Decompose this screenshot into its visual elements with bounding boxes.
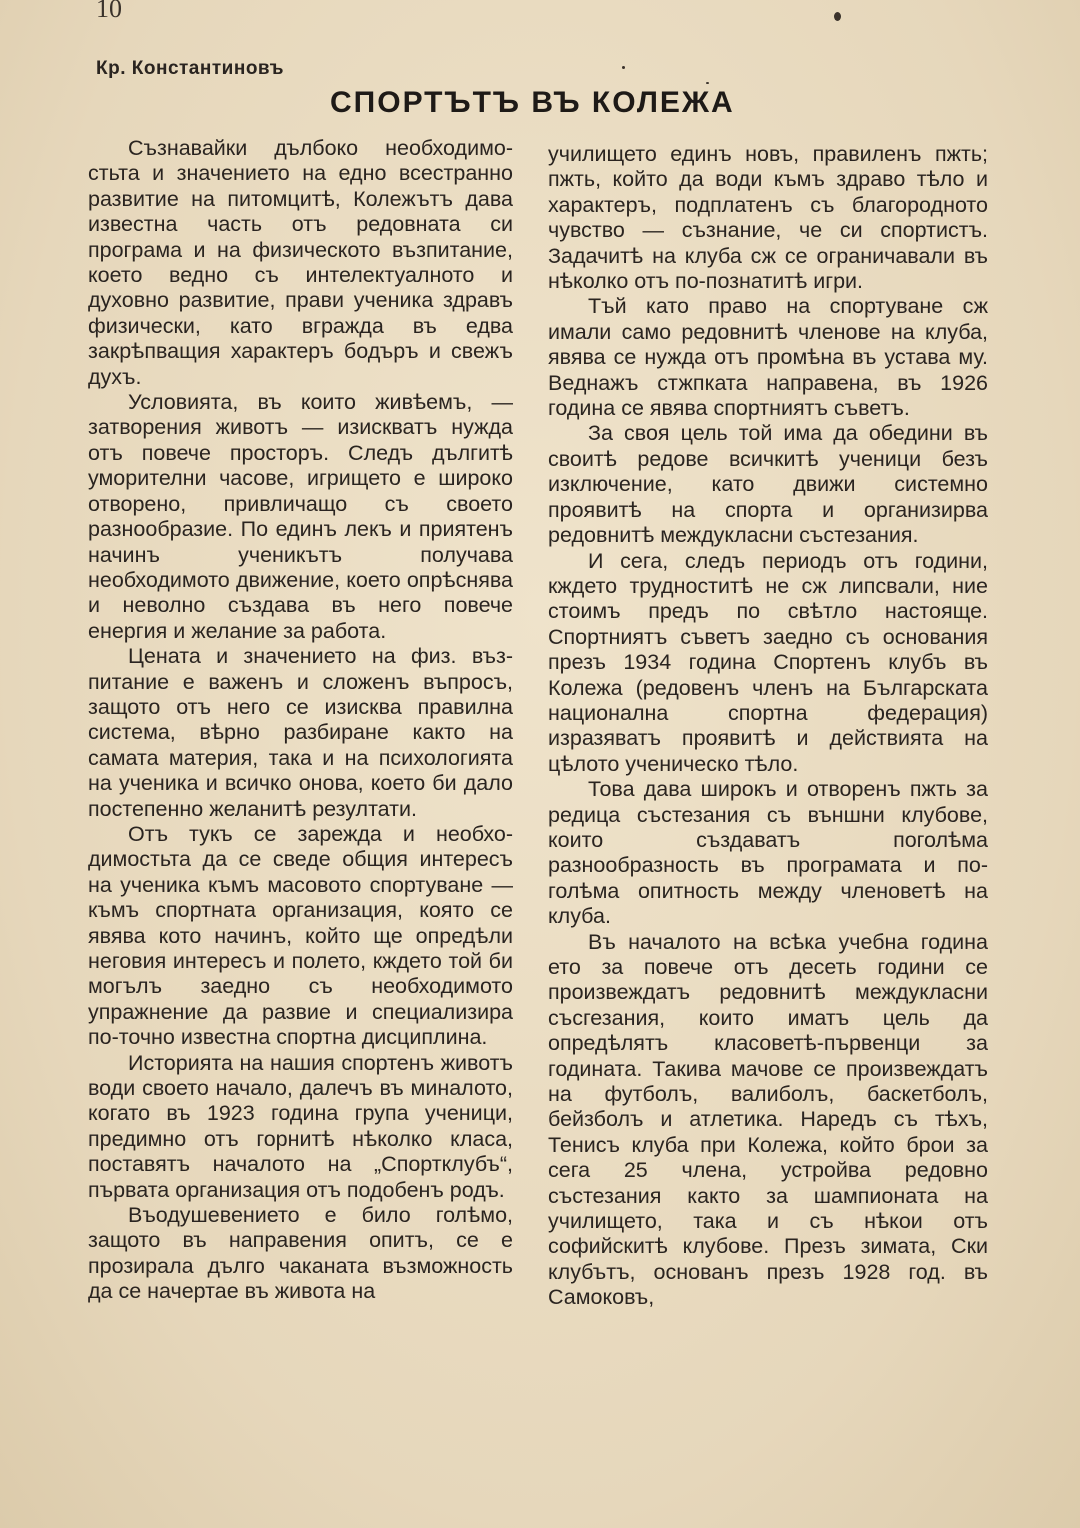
author-name: Кр. Константиновъ: [96, 58, 284, 79]
ink-speck: [622, 66, 625, 69]
paragraph: Тъй като право на спортуване сж имали само редовнитѣ членове на клуба, явява се нужда отъ промѣна въ устава му. Веднажъ стжпката направена, въ 1926 година се явява спортниятъ съветъ.: [548, 294, 988, 421]
paragraph: Историята на нашия спортенъ животъ води своето начало, далечъ въ миналото, когато въ 1923 година група ученици, предимно отъ горнитѣ нѣколко класа, поставятъ началото на „Спортклубъ“, първата организация отъ подобенъ родъ.: [88, 1050, 513, 1202]
ink-speck: [834, 12, 841, 21]
paragraph: Въодушевението е било голѣмо, защото въ направения опитъ, се е прозирала дълго чаканата възможность да се начертае въ живота на: [88, 1203, 513, 1304]
paragraph: Цената и значението на физ. възпитание е важенъ и сложенъ въпросъ, защото отъ него се изисква правилна система, вѣрно разбиране както на самата материя, така и на психологията на ученика и всичко онова, което би дало постепенно желанитѣ резултати.: [88, 644, 513, 821]
paragraph: Съзнавайки дълбоко необходимостьта и значението на едно всестранно развитие на питомцитѣ, Колежътъ дава известна часть отъ редовната си програма и на физическото възпитание, което ведно съ интелектуалното и духовно развитие, прави ученика здравъ физически, като вгражда въ едва закрѣпващия характеръ бодъръ и свежъ духъ.: [88, 136, 513, 389]
page-number: 10: [96, 0, 122, 23]
paragraph: училището единъ новъ, правиленъ пжть; пжть, който да води къмъ здраво тѣло и характеръ, подплатенъ съ благородното чувство — съзнание, че си спортистъ. Задачитѣ на клуба сж се ограничавали въ нѣколко отъ по-познатитѣ игри.: [548, 142, 988, 294]
article-title: СПОРТЪТЪ ВЪ КОЛЕЖА: [330, 86, 735, 119]
left-column: [88, 136, 513, 1305]
paragraph: Въ началото на всѣка учебна година ето за повече отъ десеть години се произвеждатъ редовнитѣ междукласни съсгезания, които иматъ цель да опредѣлятъ класоветѣ-първенци за годината. Такива мачове се произвеждатъ на футболъ, валиболъ, баскетболъ, бейзболъ и атлетика. Наредъ съ тѣхъ, Тенисъ клуба при Колежа, който брои за сега 25 члена, устройва редовно състезания както за шампионата на училището, така и съ нѣкои отъ софийскитѣ клубове. Презъ зимата, Ски клубътъ, основанъ презъ 1928 год. въ Самоковъ,: [548, 929, 988, 1310]
paragraph: За своя цель той има да обедини въ своитѣ редове всичкитѣ ученици безъ изключение, като движи системно проявитѣ на спорта и организирва редовнитѣ междукласни състезания.: [548, 421, 988, 548]
paragraph: И сега, следъ периодъ отъ години, кждето трудноститѣ не сж липсвали, ние стоимъ предъ по свѣтло настояще. Спортниятъ съветъ заедно съ основания презъ 1934 година Спортенъ клубъ въ Колежа (редовенъ членъ на Българската национална спортна федерация) изразяватъ проявитѣ и действията на цѣлото ученическо тѣло.: [548, 548, 988, 776]
paragraph: Отъ тукъ се зарежда и необходимостьта да се сведе общия интересъ на ученика къмъ масовото спортуване — къмъ спортната организация, която се явява кото начинъ, който ще опредѣли неговия интересъ и полето, кждето той би могълъ заедно съ необходимото упражнение да развие и специализира по-точно известна спортна дисциплина.: [88, 821, 513, 1050]
right-column: [548, 142, 988, 1311]
paragraph: Условията, въ които живѣемъ, — затворения животъ — изискватъ нужда отъ повече просторъ. Следъ дългитѣ уморителни часове, игрището е широко отворено, привличащо съ своето разнообразие. По единъ лекъ и приятенъ начинъ ученикътъ получава необходимото движение, което опрѣснява и неволно създава въ него повече енергия и желание за работа.: [88, 390, 513, 643]
paragraph: Това дава широкъ и отворенъ пжть за редица състезания съ външни клубове, които създаватъ поголѣма разнообразность въ програмата и по-голѣма опитность между членоветѣ на клуба.: [548, 777, 988, 929]
ink-speck: [706, 82, 709, 84]
